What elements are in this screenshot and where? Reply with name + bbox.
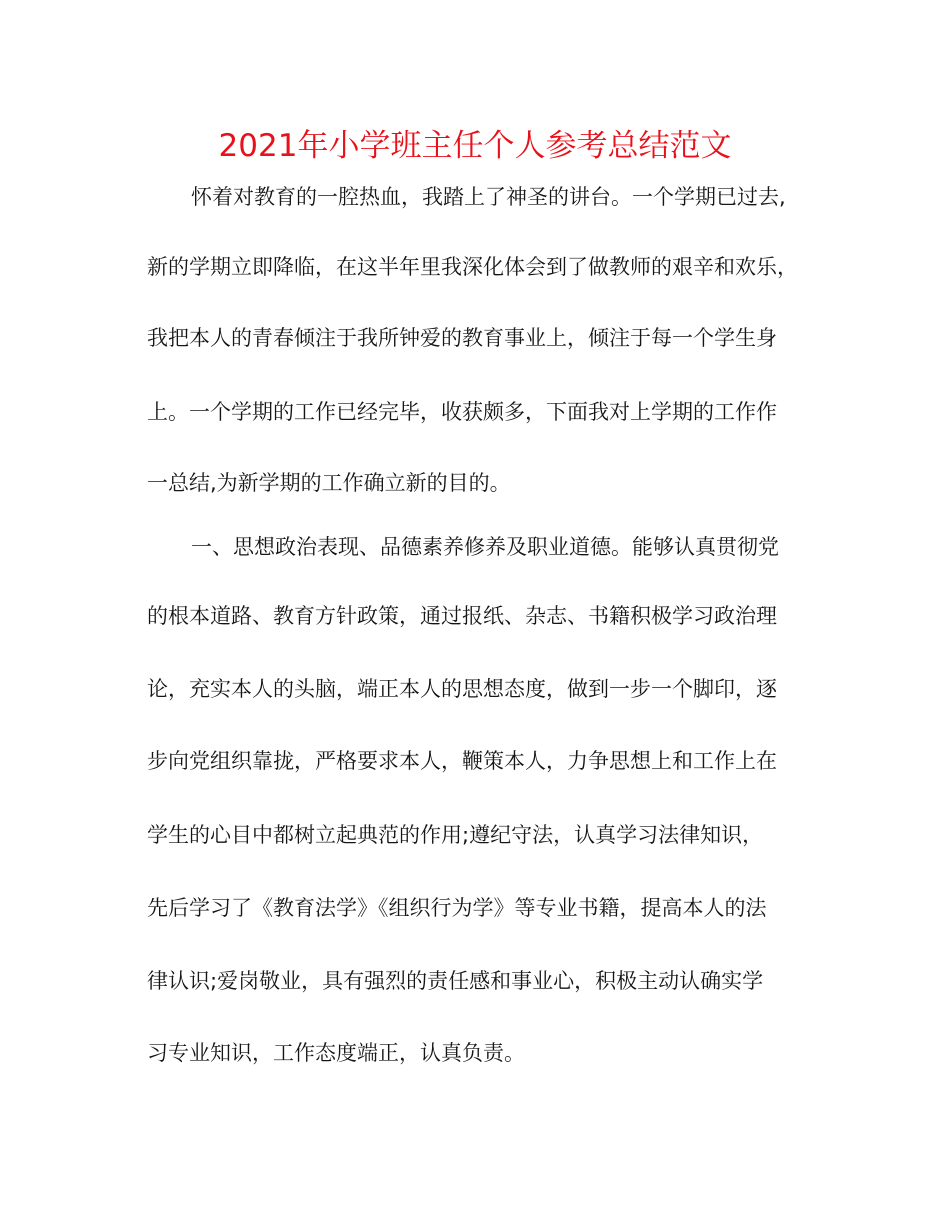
- paragraph-line: 的根本道路、教育方针政策，通过报纸、杂志、书籍积极学习政治理: [147, 604, 777, 628]
- paragraph-line: 一总结,为新学期的工作确立新的目的。: [147, 471, 511, 495]
- paragraph-line: 新的学期立即降临，在这半年里我深化体会到了做教师的艰辛和欢乐，: [147, 255, 798, 279]
- paragraph-line: 一、思想政治表现、品德素养修养及职业道德。能够认真贯彻党: [191, 535, 779, 559]
- paragraph-line: 律认识;爱岗敬业，具有强烈的责任感和事业心，积极主动认确实学: [147, 969, 764, 993]
- paragraph-line: 步向党组织靠拢，严格要求本人，鞭策本人，力争思想上和工作上在: [147, 749, 777, 773]
- paragraph-line: 先后学习了《教育法学》《组织行为学》等专业书籍，提高本人的法: [147, 896, 767, 920]
- paragraph-line: 习专业知识，工作态度端正，认真负责。: [147, 1041, 525, 1065]
- paragraph-line: 学生的心目中都树立起典范的作用;遵纪守法，认真学习法律知识，: [147, 823, 764, 847]
- paragraph-line: 我把本人的青春倾注于我所钟爱的教育事业上，倾注于每一个学生身: [147, 326, 777, 350]
- paragraph-line: 怀着对教育的一腔热血，我踏上了神圣的讲台。一个学期已过去,: [191, 185, 786, 209]
- paragraph-line: 论，充实本人的头脑，端正本人的思想态度，做到一步一个脚印，逐: [147, 677, 777, 701]
- document-title: 2021年小学班主任个人参考总结范文: [218, 128, 732, 164]
- paragraph-line: 上。一个学期的工作已经完毕，收获颇多，下面我对上学期的工作作: [147, 400, 777, 424]
